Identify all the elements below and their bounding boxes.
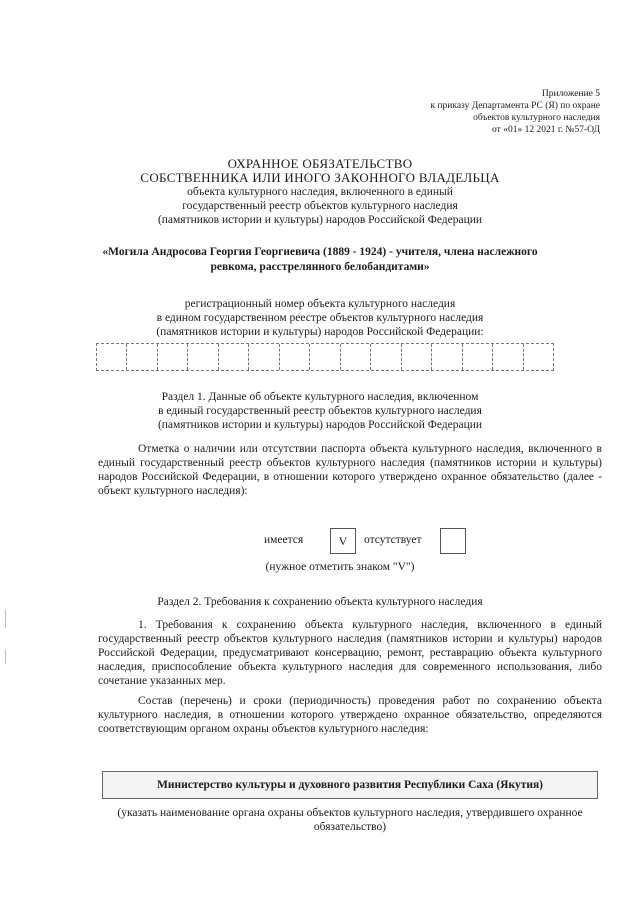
- registration-digit-cell: [249, 344, 279, 370]
- appendix-line: от «01» 12 2021 г. №57-ОД: [492, 125, 600, 135]
- has-passport-label: имеется: [264, 534, 304, 546]
- registration-digit-cell: [97, 344, 127, 370]
- registration-digit-cell: [341, 344, 371, 370]
- registration-digit-cell: [371, 344, 401, 370]
- registration-digit-cell: [432, 344, 462, 370]
- appendix-line: объектов культурного наследия: [473, 113, 600, 123]
- appendix-reference: [350, 88, 600, 136]
- object-name: [95, 245, 545, 275]
- registration-digit-cell: [280, 344, 310, 370]
- object-name-line: ревкома, расстрелянного белобандитами»: [210, 261, 430, 273]
- registration-line: (памятников истории и культуры) народов Российской Федерации:: [156, 326, 484, 338]
- registration-number-boxes: [96, 343, 554, 371]
- document-subtitle: (памятников истории и культуры) народов Российской Федерации: [157, 214, 483, 226]
- registration-digit-cell: [310, 344, 340, 370]
- has-passport-checkbox[interactable]: V: [330, 528, 356, 554]
- section1-line: в единый государственный реестр объектов культурного наследия: [158, 405, 482, 417]
- protection-authority-note: (указать наименование органа охраны объектов культурного наследия, утвердившего охранное обязательство): [117, 807, 583, 833]
- document-header: [90, 157, 550, 227]
- registration-digit-cell: [188, 344, 218, 370]
- registration-digit-cell: [219, 344, 249, 370]
- scan-margin-mark: [5, 610, 6, 628]
- document-title: ОХРАННОЕ ОБЯЗАТЕЛЬСТВО: [227, 156, 413, 171]
- registration-digit-cell: [463, 344, 493, 370]
- registration-digit-cell: [524, 344, 553, 370]
- object-name-line: «Могила Андросова Георгия Георгиевича (1889 - 1924) - учителя, члена наслежного: [102, 246, 538, 258]
- document-subtitle: государственный реестр объектов культурного наследия: [182, 200, 458, 212]
- requirements-paragraph: 1. Требования к сохранению объекта культурного наследия, включенного в единый государственный реестр объектов культурного наследия (памятников истории и культуры) народов Российской Федерации, предусматривают консервацию, ремонт, реставрацию объекта культурного наследия, приспособление объекта культурного наследия для современного использования, либо сочетание указанных мер.: [98, 619, 602, 687]
- registration-line: в едином государственном реестре объектов культурного наследия: [156, 312, 484, 324]
- no-passport-label: отсутствует: [364, 534, 422, 546]
- registration-digit-cell: [402, 344, 432, 370]
- protection-authority-field: Министерство культуры и духовного развития Республики Саха (Якутия): [102, 771, 598, 799]
- registration-digit-cell: [158, 344, 188, 370]
- section1-line: (памятников истории и культуры) народов Российской Федерации: [157, 419, 483, 431]
- section2-title: Раздел 2. Требования к сохранению объекта культурного наследия: [157, 596, 483, 608]
- appendix-line: к приказу Департамента РС (Я) по охране: [430, 101, 600, 111]
- section1-title: [120, 390, 520, 432]
- document-title-line2: СОБСТВЕННИКА ИЛИ ИНОГО ЗАКОННОГО ВЛАДЕЛЬЦА: [140, 170, 500, 185]
- scan-margin-mark: [5, 650, 6, 664]
- document-subtitle: объекта культурного наследия, включенного в единый: [187, 186, 453, 198]
- works-scope-paragraph: Состав (перечень) и сроки (периодичность) проведения работ по сохранению объекта культурного наследия, в отношении которого утверждено охранное обязательство, определяются соответствующим органом охраны объектов культурного наследия:: [98, 695, 602, 735]
- registration-digit-cell: [493, 344, 523, 370]
- registration-number-label: [100, 297, 540, 339]
- registration-digit-cell: [127, 344, 157, 370]
- passport-presence-selector: [264, 528, 474, 554]
- section1-line: Раздел 1. Данные об объекте культурного наследия, включенном: [161, 391, 479, 403]
- mark-hint: (нужное отметить знаком "V"): [265, 561, 415, 573]
- no-passport-checkbox[interactable]: [440, 528, 466, 554]
- registration-line: регистрационный номер объекта культурного наследия: [184, 298, 456, 310]
- passport-mark-paragraph: Отметка о наличии или отсутствии паспорта объекта культурного наследия, включенного в единый государственный реестр объектов культурного наследия (памятников истории и культуры) народов Российской Федерации, в отношении которого утверждено охранное обязательство (далее - объект культурного наследия):: [98, 443, 602, 497]
- appendix-line: Приложение 5: [541, 89, 600, 99]
